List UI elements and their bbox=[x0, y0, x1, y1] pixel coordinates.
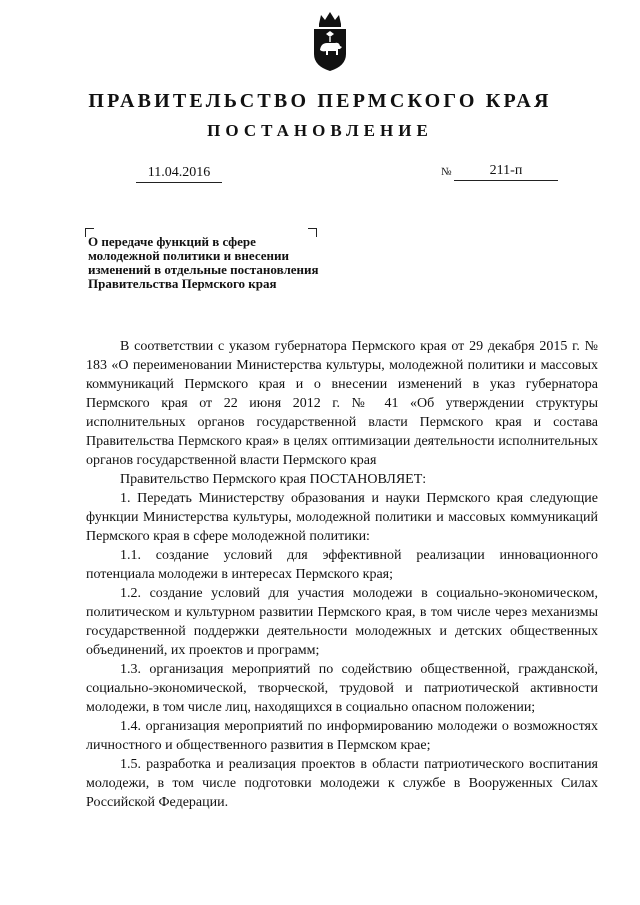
paragraph-item-1: 1. Передать Министерству образования и науки Пермского края следующие функции Министерства культуры, молодежной политики и массовых коммуникаций Пермского края в сфере молодежной политики: bbox=[86, 491, 598, 544]
organization-name: ПРАВИТЕЛЬСТВО ПЕРМСКОГО КРАЯ bbox=[88, 90, 552, 112]
document-number: 211-п bbox=[454, 161, 558, 181]
paragraph-item-1-1: 1.1. создание условий для эффективной реализации инновационного потенциала молодежи в интересах Пермского края; bbox=[86, 548, 598, 582]
document-title: О передаче функций в сфере молодежной политики и внесении изменений в отдельные постановления Правительства Пермского края bbox=[88, 234, 319, 291]
paragraph-preamble: В соответствии с указом губернатора Пермского края от 29 декабря 2015 г. № 183 «О переименовании Министерства культуры, молодежной политики и массовых коммуникаций Пермского края и о внесении изменений в указ губернатора Пермского края от 22 июня 2012 г. № 41 «Об утверждении структуры исполнительных органов государственной власти Пермского края и состава Правительства Пермского края» в целях оптимизации деятельности исполнительных органов государственной власти Пермского края bbox=[86, 339, 598, 468]
paragraph-item-1-2: 1.2. создание условий для участия молодежи в социально-экономическом, политическом и культурном развитии Пермского края, в том числе через механизмы государственной поддержки деятельности молодежных и детских общественных объединений, их проектов и программ; bbox=[86, 586, 598, 658]
paragraph-resolves: Правительство Пермского края ПОСТАНОВЛЯЕТ: bbox=[120, 472, 427, 487]
number-sign: № bbox=[441, 166, 452, 178]
paragraph-item-1-5: 1.5. разработка и реализация проектов в области патриотического воспитания молодежи, в том числе подготовки молодежи к службе в Вооруженных Силах Российской Федерации. bbox=[86, 757, 598, 810]
document-type: ПОСТАНОВЛЕНИЕ bbox=[207, 121, 433, 140]
paragraph-item-1-4: 1.4. организация мероприятий по информированию молодежи о возможностях личностного и общественного развития в Пермском крае; bbox=[86, 719, 598, 753]
document-date: 11.04.2016 bbox=[136, 163, 222, 183]
document-body bbox=[86, 337, 598, 812]
coat-of-arms-emblem bbox=[311, 10, 349, 72]
paragraph-item-1-3: 1.3. организация мероприятий по содействию общественной, гражданской, социально-экономической, творческой, трудовой и патриотической активности молодежи, в том числе лиц, находящихся в социально опасном положении; bbox=[86, 662, 598, 715]
